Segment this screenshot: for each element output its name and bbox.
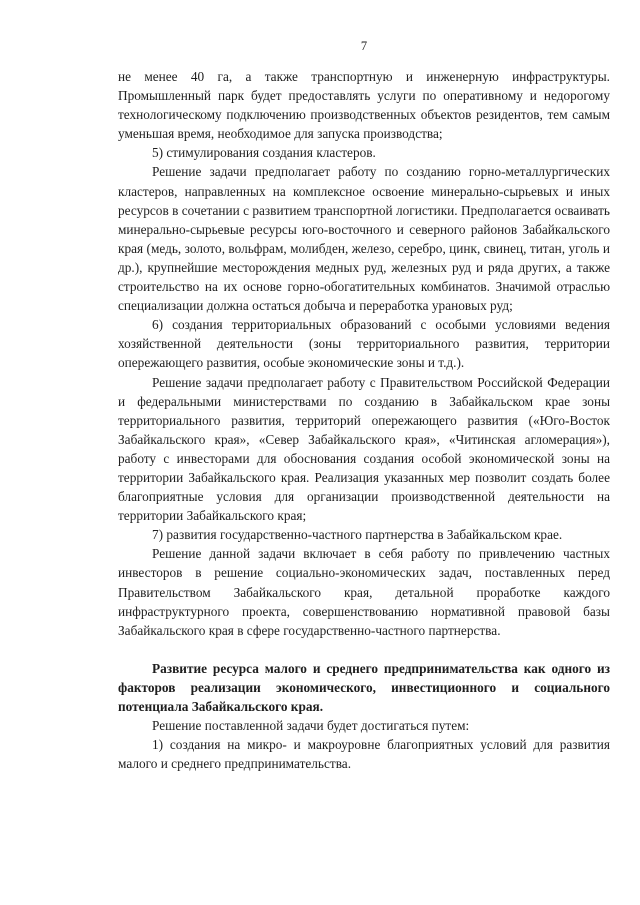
section-heading: Развитие ресурса малого и среднего предпринимательства как одного из факторов реализации экономического, инвестиционного и социального потенциала Забайкальского края. — [118, 660, 610, 714]
paragraph-territories: Решение задачи предполагает работу с Правительством Российской Федерации и федеральными министерствами по созданию в Забайкальском крае зоны территориального развития, территорий опережающего развития («Юго-Восток Забайкальского края», «Север Забайкальского края», «Читинская агломерация»), работу с инвесторами для обоснования создания особой экономической зоны на территории Забайкальского края. Реализация указанных мер позволит создать более благоприятные условия для организации производственной деятельности на территории Забайкальского края; — [118, 374, 610, 524]
paragraph-ppp: Решение данной задачи включает в себя работу по привлечению частных инвесторов в решение социально-экономических задач, поставленных перед Правительством Забайкальского края, детальной проработке каждого инфраструктурного проекта, совершенствованию нормативной правовой базы Забайкальского края в сфере государственно-частного партнерства. — [118, 546, 610, 638]
paragraph-continuation: не менее 40 га, а также транспортную и инженерную инфраструктуры. Промышленный парк будет предоставлять услуги по оперативному и недорогому технологическому подключению производственных объектов резидентов, тем самым уменьшая время, необходимое для запуска производства; — [118, 69, 610, 142]
paragraph-clusters: Решение задачи предполагает работу по созданию горно-металлургических кластеров, направленных на комплексное освоение минерально-сырьевых и иных ресурсов в сочетании с развитием транспортной логистики. Предполагается осваивать минерально-сырьевые ресурсы юго-восточного и северного районов Забайкальского края (медь, золото, вольфрам, молибден, железо, серебро, цинк, свинец, титан, уголь и др.), крупнейшие месторождения медных руд, железных руд и ряда других, а также строительство на их основе горно-обогатительных комбинатов. Значимой отраслью специализации должна остаться добыча и переработка урановых руд; — [118, 164, 610, 314]
document-body — [118, 67, 610, 773]
list-item-1: 1) создания на микро- и макроуровне благоприятных условий для развития малого и среднего предпринимательства. — [118, 737, 610, 772]
paragraph-approach: Решение поставленной задачи будет достигаться путем: — [152, 718, 470, 734]
list-item-5: 5) стимулирования создания кластеров. — [152, 145, 376, 161]
list-item-7: 7) развития государственно-частного партнерства в Забайкальском крае. — [152, 527, 563, 543]
list-item-6: 6) создания территориальных образований с особыми условиями ведения хозяйственной деятельности (зоны территориального развития, территории опережающего развития, особые экономические зоны и т.д.). — [118, 317, 610, 371]
page-number: 7 — [360, 39, 368, 53]
